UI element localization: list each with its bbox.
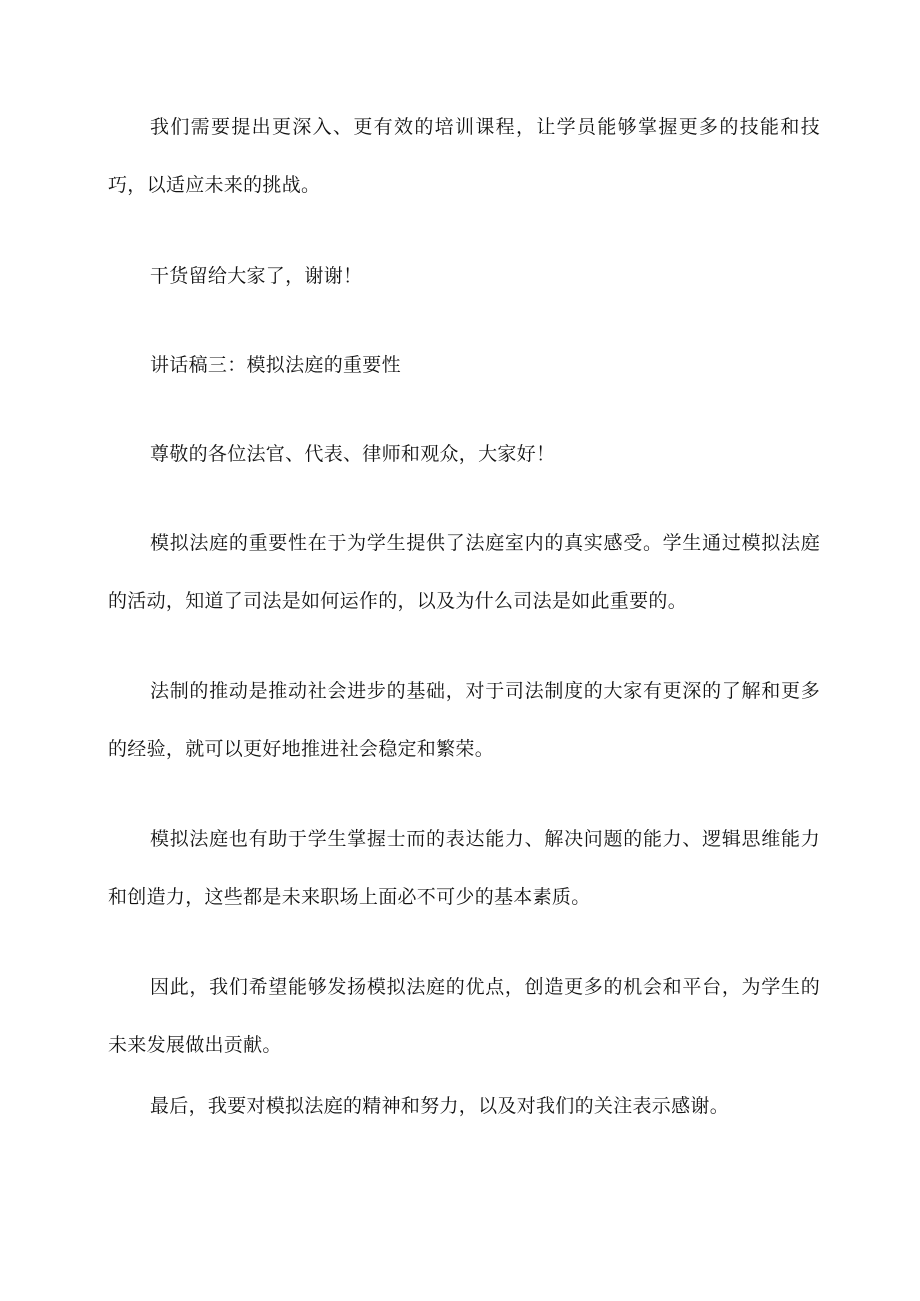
- paragraph-importance: 模拟法庭的重要性在于为学生提供了法庭室内的真实感受。学生通过模拟法庭的活动，知道了司法是如何运作的，以及为什么司法是如此重要的。: [108, 532, 820, 612]
- paragraph-thanks: 干货留给大家了，谢谢！: [150, 265, 363, 287]
- paragraph-greeting: 尊敬的各位法官、代表、律师和观众，大家好！: [150, 443, 556, 465]
- paragraph-rule-of-law: 法制的推动是推动社会进步的基础，对于司法制度的大家有更深的了解和更多的经验，就可以更好地推进社会稳定和繁荣。: [108, 680, 820, 760]
- paragraph-hope: 因此，我们希望能够发扬模拟法庭的优点，创造更多的机会和平台，为学生的未来发展做出贡献。: [108, 976, 820, 1056]
- paragraph-closing: 最后，我要对模拟法庭的精神和努力，以及对我们的关注表示感谢。: [150, 1095, 730, 1117]
- section-heading-speech-three: 讲话稿三：模拟法庭的重要性: [150, 354, 401, 376]
- paragraph-skills: 模拟法庭也有助于学生掌握士而的表达能力、解决问题的能力、逻辑思维能力和创造力，这些都是未来职场上面必不可少的基本素质。: [108, 828, 820, 908]
- paragraph-training-courses: 我们需要提出更深入、更有效的培训课程，让学员能够掌握更多的技能和技巧，以适应未来的挑战。: [108, 116, 820, 196]
